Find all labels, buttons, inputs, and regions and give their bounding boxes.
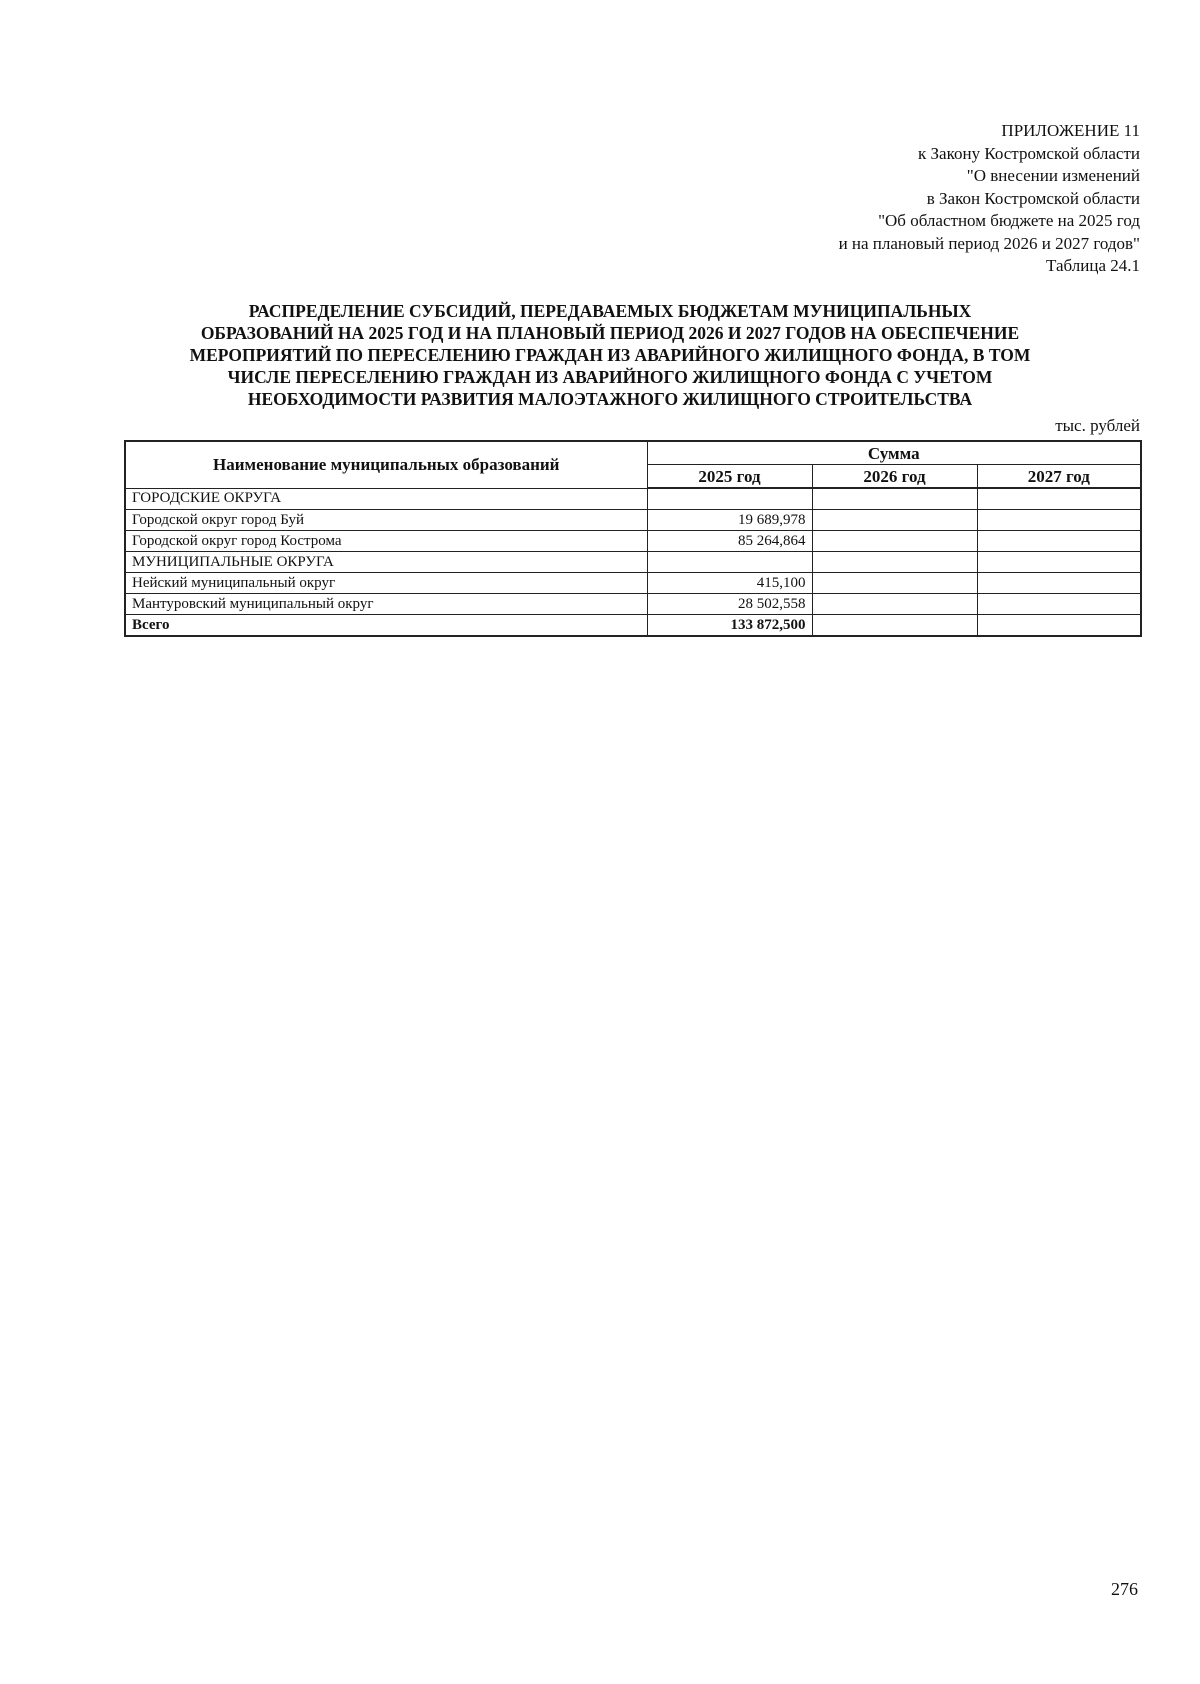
table-row [125, 594, 1141, 615]
row-name: Мантуровский муниципальный округ [125, 594, 647, 615]
row-value-2026 [812, 594, 977, 615]
appendix-header [839, 120, 1140, 278]
row-value-2026 [812, 488, 977, 510]
total-value-2027 [977, 615, 1141, 637]
title-line: МЕРОПРИЯТИЙ ПО ПЕРЕСЕЛЕНИЮ ГРАЖДАН ИЗ АВАРИЙНОГО ЖИЛИЩНОГО ФОНДА, В ТОМ [189, 345, 1031, 365]
row-name: МУНИЦИПАЛЬНЫЕ ОКРУГА [125, 552, 647, 573]
table-row-section-municipal [125, 552, 1141, 573]
row-value-2026 [812, 552, 977, 573]
row-name: Городской округ город Кострома [125, 531, 647, 552]
column-header-name: Наименование муниципальных образований [125, 441, 647, 488]
row-value-2027 [977, 510, 1141, 531]
appendix-line: к Закону Костромской области [918, 143, 1140, 163]
subsidy-table [124, 440, 1142, 637]
row-name: Нейский муниципальный округ [125, 573, 647, 594]
table-row [125, 531, 1141, 552]
appendix-line: в Закон Костромской области [926, 188, 1140, 208]
total-value-2025: 133 872,500 [647, 615, 812, 637]
title-line: РАСПРЕДЕЛЕНИЕ СУБСИДИЙ, ПЕРЕДАВАЕМЫХ БЮДЖЕТАМ МУНИЦИПАЛЬНЫХ [248, 301, 972, 321]
appendix-line: "Об областном бюджете на 2025 год [878, 211, 1140, 230]
row-value-2027 [977, 573, 1141, 594]
page-number: 276 [1111, 1579, 1138, 1599]
table-number: Таблица 24.1 [1046, 256, 1140, 275]
row-value-2027 [977, 488, 1141, 510]
total-label: Всего [125, 615, 647, 637]
row-value-2027 [977, 552, 1141, 573]
title-line: НЕОБХОДИМОСТИ РАЗВИТИЯ МАЛОЭТАЖНОГО ЖИЛИЩНОГО СТРОИТЕЛЬСТВА [247, 389, 973, 409]
row-value-2025: 415,100 [647, 573, 812, 594]
row-value-2025: 85 264,864 [647, 531, 812, 552]
column-header-2027: 2027 год [977, 465, 1141, 489]
table-row [125, 573, 1141, 594]
total-value-2026 [812, 615, 977, 637]
row-value-2027 [977, 594, 1141, 615]
row-value-2025 [647, 552, 812, 573]
title-line: ЧИСЛЕ ПЕРЕСЕЛЕНИЮ ГРАЖДАН ИЗ АВАРИЙНОГО ЖИЛИЩНОГО ФОНДА С УЧЕТОМ [227, 367, 993, 387]
row-value-2025: 19 689,978 [647, 510, 812, 531]
row-value-2026 [812, 510, 977, 531]
column-header-sum: Сумма [647, 441, 1141, 465]
row-value-2025 [647, 488, 812, 510]
row-value-2027 [977, 531, 1141, 552]
column-header-2025: 2025 год [647, 465, 812, 489]
table-row-section-urban [125, 488, 1141, 510]
appendix-line: "О внесении изменений [966, 166, 1140, 185]
units-label: тыс. рублей [1055, 416, 1140, 435]
table-row [125, 510, 1141, 531]
appendix-line: и на плановый период 2026 и 2027 годов" [838, 233, 1140, 253]
document-title [120, 300, 1100, 410]
table-row-total [125, 615, 1141, 637]
row-name: ГОРОДСКИЕ ОКРУГА [125, 488, 647, 510]
appendix-line: ПРИЛОЖЕНИЕ 11 [1001, 121, 1140, 140]
column-header-2026: 2026 год [812, 465, 977, 489]
row-value-2026 [812, 573, 977, 594]
row-value-2026 [812, 531, 977, 552]
row-name: Городской округ город Буй [125, 510, 647, 531]
title-line: ОБРАЗОВАНИЙ НА 2025 ГОД И НА ПЛАНОВЫЙ ПЕРИОД 2026 И 2027 ГОДОВ НА ОБЕСПЕЧЕНИЕ [200, 323, 1020, 343]
row-value-2025: 28 502,558 [647, 594, 812, 615]
